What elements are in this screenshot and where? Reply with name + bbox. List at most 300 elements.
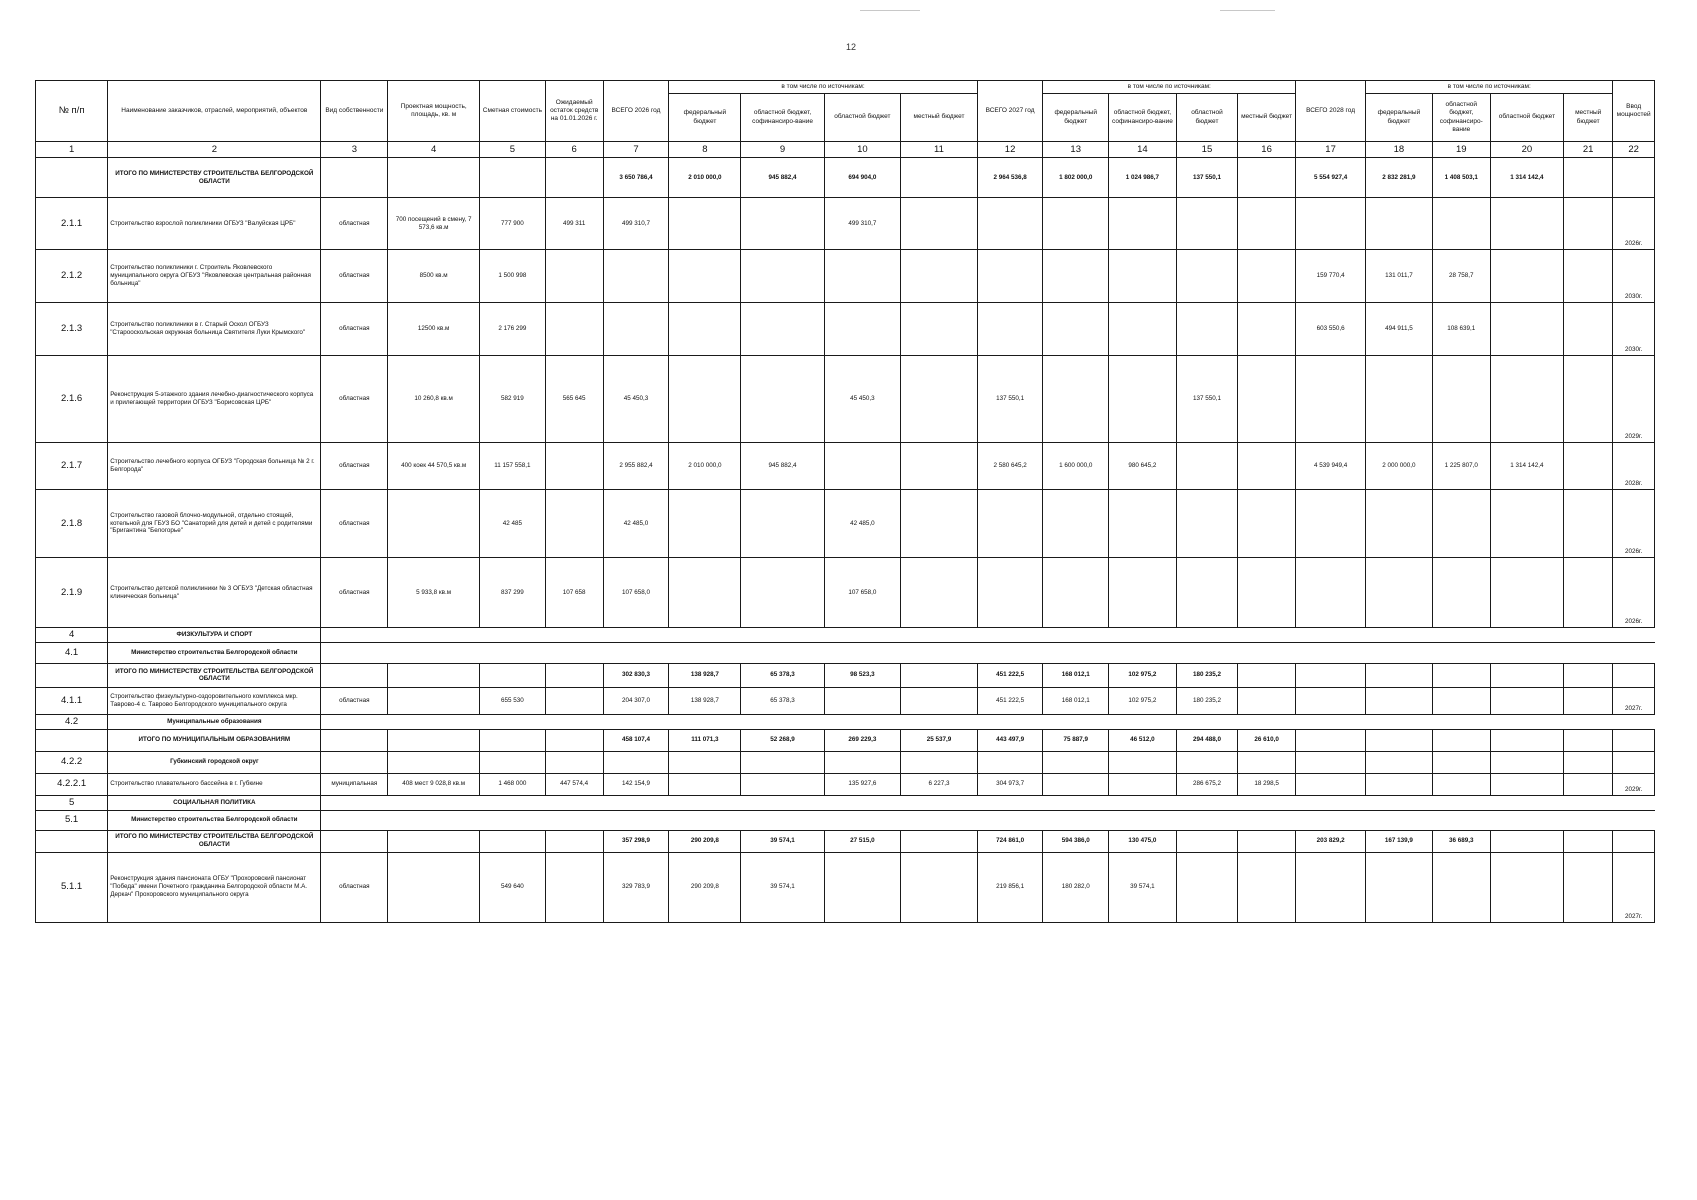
amount-r28 bbox=[1490, 303, 1563, 356]
amount-f28 bbox=[1366, 751, 1433, 773]
amount-t27: 219 856,1 bbox=[977, 852, 1043, 922]
amount-l26 bbox=[901, 158, 978, 198]
amount-r26: 694 904,0 bbox=[824, 158, 901, 198]
header-cofin-2026: областной бюджет, софинансиро-вание bbox=[741, 94, 824, 142]
amount-c26 bbox=[741, 558, 824, 628]
amount-l26: 25 537,9 bbox=[901, 729, 978, 751]
column-number: 7 bbox=[603, 142, 669, 158]
amount-r27 bbox=[1176, 303, 1237, 356]
amount-f26 bbox=[669, 303, 741, 356]
amount-f26 bbox=[669, 356, 741, 443]
amount-l28 bbox=[1564, 490, 1613, 558]
amount-r28 bbox=[1490, 250, 1563, 303]
remainder-cell bbox=[545, 852, 603, 922]
amount-f27 bbox=[1043, 773, 1109, 795]
column-number: 12 bbox=[977, 142, 1043, 158]
amount-f26: 2 010 000,0 bbox=[669, 443, 741, 490]
amount-r26 bbox=[824, 443, 901, 490]
ownership-cell: областная bbox=[321, 443, 388, 490]
remainder-cell bbox=[545, 158, 603, 198]
amount-f28 bbox=[1366, 490, 1433, 558]
column-number: 1 bbox=[36, 142, 108, 158]
row-number bbox=[36, 158, 108, 198]
scan-artifact bbox=[860, 10, 920, 11]
amount-t28: 5 554 927,4 bbox=[1296, 158, 1366, 198]
amount-l28 bbox=[1564, 773, 1613, 795]
column-number: 11 bbox=[901, 142, 978, 158]
amount-l26 bbox=[901, 687, 978, 714]
section-row bbox=[36, 795, 1655, 810]
amount-f27: 1 802 000,0 bbox=[1043, 158, 1109, 198]
amount-f26: 138 928,7 bbox=[669, 687, 741, 714]
ownership-cell bbox=[321, 751, 388, 773]
section-title: ФИЗКУЛЬТУРА И СПОРТ bbox=[108, 628, 321, 643]
row-number: 2.1.6 bbox=[36, 356, 108, 443]
amount-f26 bbox=[669, 250, 741, 303]
cost-cell: 11 157 558,1 bbox=[480, 443, 546, 490]
capacity-cell: 408 мест 9 028,8 кв.м bbox=[388, 773, 480, 795]
table-row bbox=[36, 303, 1655, 356]
amount-t26: 499 310,7 bbox=[603, 198, 669, 250]
remainder-cell bbox=[545, 443, 603, 490]
remainder-cell: 447 574,4 bbox=[545, 773, 603, 795]
amount-t27: 2 580 645,2 bbox=[977, 443, 1043, 490]
amount-l26 bbox=[901, 303, 978, 356]
amount-r28 bbox=[1490, 558, 1563, 628]
amount-l26 bbox=[901, 663, 978, 687]
amount-t26: 329 783,9 bbox=[603, 852, 669, 922]
column-number: 3 bbox=[321, 142, 388, 158]
capacity-cell bbox=[388, 830, 480, 852]
column-number: 2 bbox=[108, 142, 321, 158]
amount-t27: 451 222,5 bbox=[977, 663, 1043, 687]
remainder-cell bbox=[545, 751, 603, 773]
amount-c28: 108 639,1 bbox=[1432, 303, 1490, 356]
table-row bbox=[36, 490, 1655, 558]
amount-c28: 1 225 807,0 bbox=[1432, 443, 1490, 490]
amount-f28: 494 911,5 bbox=[1366, 303, 1433, 356]
amount-t27 bbox=[977, 558, 1043, 628]
amount-t28 bbox=[1296, 198, 1366, 250]
column-number: 8 bbox=[669, 142, 741, 158]
cost-cell: 1 500 998 bbox=[480, 250, 546, 303]
amount-f26: 111 071,3 bbox=[669, 729, 741, 751]
row-filler bbox=[321, 795, 1655, 810]
amount-r27 bbox=[1176, 751, 1237, 773]
amount-r27 bbox=[1176, 198, 1237, 250]
row-number: 4.1 bbox=[36, 642, 108, 663]
amount-r26: 107 658,0 bbox=[824, 558, 901, 628]
amount-f27 bbox=[1043, 490, 1109, 558]
row-number: 5 bbox=[36, 795, 108, 810]
ownership-cell bbox=[321, 729, 388, 751]
remainder-cell bbox=[545, 729, 603, 751]
amount-c26 bbox=[741, 751, 824, 773]
amount-t28 bbox=[1296, 751, 1366, 773]
object-name: Строительство взрослой поликлиники ОГБУЗ "Валуйская ЦРБ" bbox=[108, 198, 321, 250]
column-number: 18 bbox=[1366, 142, 1433, 158]
amount-l27 bbox=[1238, 663, 1296, 687]
amount-c27 bbox=[1109, 303, 1177, 356]
amount-t27 bbox=[977, 490, 1043, 558]
header-cost: Сметная стоимость bbox=[480, 81, 546, 142]
table-row bbox=[36, 687, 1655, 714]
capacity-cell: 10 260,8 кв.м bbox=[388, 356, 480, 443]
row-filler bbox=[321, 628, 1655, 643]
cost-cell: 777 900 bbox=[480, 198, 546, 250]
amount-t27: 304 973,7 bbox=[977, 773, 1043, 795]
row-number: 4.2.2 bbox=[36, 751, 108, 773]
amount-r28 bbox=[1490, 490, 1563, 558]
remainder-cell bbox=[545, 663, 603, 687]
investment-table bbox=[35, 80, 1655, 923]
amount-t28: 203 829,2 bbox=[1296, 830, 1366, 852]
amount-f28 bbox=[1366, 852, 1433, 922]
object-name: Строительство поликлиники г. Строитель Яковлевского муниципального округа ОГБУЗ "Яковлевская центральная районная больница" bbox=[108, 250, 321, 303]
amount-t26: 357 298,9 bbox=[603, 830, 669, 852]
amount-f28 bbox=[1366, 687, 1433, 714]
amount-c27: 980 645,2 bbox=[1109, 443, 1177, 490]
amount-c27: 39 574,1 bbox=[1109, 852, 1177, 922]
amount-r27 bbox=[1176, 490, 1237, 558]
amount-l27 bbox=[1238, 158, 1296, 198]
header-regional-2027: областной бюджет bbox=[1176, 94, 1237, 142]
amount-c26: 945 882,4 bbox=[741, 443, 824, 490]
amount-c27 bbox=[1109, 558, 1177, 628]
amount-r27 bbox=[1176, 250, 1237, 303]
amount-c27 bbox=[1109, 490, 1177, 558]
amount-c28 bbox=[1432, 852, 1490, 922]
amount-l28 bbox=[1564, 443, 1613, 490]
column-number-row bbox=[36, 142, 1655, 158]
cost-cell bbox=[480, 729, 546, 751]
amount-f28: 167 139,9 bbox=[1366, 830, 1433, 852]
amount-r28 bbox=[1490, 773, 1563, 795]
object-name: Губкинский городской округ bbox=[108, 751, 321, 773]
cost-cell: 837 299 bbox=[480, 558, 546, 628]
amount-t28 bbox=[1296, 729, 1366, 751]
amount-r28 bbox=[1490, 687, 1563, 714]
amount-c27 bbox=[1109, 773, 1177, 795]
amount-c28 bbox=[1432, 687, 1490, 714]
remainder-cell: 499 311 bbox=[545, 198, 603, 250]
header-ownership: Вид собственности bbox=[321, 81, 388, 142]
amount-r28 bbox=[1490, 356, 1563, 443]
header-total-2027: ВСЕГО 2027 год bbox=[977, 81, 1043, 142]
amount-r28 bbox=[1490, 751, 1563, 773]
row-number: 4.2.2.1 bbox=[36, 773, 108, 795]
amount-t27 bbox=[977, 303, 1043, 356]
table-row bbox=[36, 773, 1655, 795]
commission-year: 2027г. bbox=[1613, 852, 1655, 922]
commission-year: 2026г. bbox=[1613, 198, 1655, 250]
header-local-2027: местный бюджет bbox=[1238, 94, 1296, 142]
amount-l27 bbox=[1238, 830, 1296, 852]
object-name: Реконструкция 5-этажного здания лечебно-диагностического корпуса и прилегающей территории ОГБУЗ "Борисовская ЦРБ" bbox=[108, 356, 321, 443]
column-number: 4 bbox=[388, 142, 480, 158]
capacity-cell bbox=[388, 687, 480, 714]
amount-l28 bbox=[1564, 158, 1613, 198]
remainder-cell bbox=[545, 303, 603, 356]
row-number: 5.1.1 bbox=[36, 852, 108, 922]
row-number: 2.1.7 bbox=[36, 443, 108, 490]
total-row bbox=[36, 158, 1655, 198]
column-number: 9 bbox=[741, 142, 824, 158]
amount-c26 bbox=[741, 773, 824, 795]
row-number: 2.1.1 bbox=[36, 198, 108, 250]
remainder-cell bbox=[545, 830, 603, 852]
ownership-cell: областная bbox=[321, 852, 388, 922]
amount-t26: 204 307,0 bbox=[603, 687, 669, 714]
amount-t26: 2 955 882,4 bbox=[603, 443, 669, 490]
capacity-cell bbox=[388, 663, 480, 687]
amount-c27: 1 024 986,7 bbox=[1109, 158, 1177, 198]
row-number bbox=[36, 830, 108, 852]
commission-year bbox=[1613, 751, 1655, 773]
amount-l27 bbox=[1238, 490, 1296, 558]
remainder-cell bbox=[545, 687, 603, 714]
table-row bbox=[36, 250, 1655, 303]
amount-c27 bbox=[1109, 198, 1177, 250]
row-number: 2.1.2 bbox=[36, 250, 108, 303]
amount-c26 bbox=[741, 250, 824, 303]
amount-r28 bbox=[1490, 852, 1563, 922]
ownership-cell: областная bbox=[321, 198, 388, 250]
amount-t27: 451 222,5 bbox=[977, 687, 1043, 714]
header-sources-2028: в том числе по источникам: bbox=[1366, 81, 1613, 94]
object-name: Строительство поликлиники в г. Старый Оскол ОГБУЗ "Старооскольская окружная больница Святителя Луки Крымского" bbox=[108, 303, 321, 356]
amount-l28 bbox=[1564, 198, 1613, 250]
page-number: 12 bbox=[846, 42, 857, 52]
cost-cell bbox=[480, 830, 546, 852]
amount-c27 bbox=[1109, 250, 1177, 303]
amount-t28 bbox=[1296, 687, 1366, 714]
amount-l26: 6 227,3 bbox=[901, 773, 978, 795]
amount-f26: 2 010 000,0 bbox=[669, 158, 741, 198]
amount-t26: 142 154,9 bbox=[603, 773, 669, 795]
table-row bbox=[36, 198, 1655, 250]
amount-l28 bbox=[1564, 663, 1613, 687]
column-number: 5 bbox=[480, 142, 546, 158]
amount-l27 bbox=[1238, 751, 1296, 773]
amount-r26: 135 927,6 bbox=[824, 773, 901, 795]
commission-year bbox=[1613, 663, 1655, 687]
cost-cell: 42 485 bbox=[480, 490, 546, 558]
amount-r28 bbox=[1490, 729, 1563, 751]
header-name: Наименование заказчиков, отраслей, мероприятий, объектов bbox=[108, 81, 321, 142]
amount-c27: 130 475,0 bbox=[1109, 830, 1177, 852]
amount-f27 bbox=[1043, 198, 1109, 250]
amount-l27: 18 298,5 bbox=[1238, 773, 1296, 795]
ownership-cell: областная bbox=[321, 558, 388, 628]
column-number: 13 bbox=[1043, 142, 1109, 158]
object-name: Строительство лечебного корпуса ОГБУЗ "Городская больница № 2 г. Белгорода" bbox=[108, 443, 321, 490]
cost-cell: 1 468 000 bbox=[480, 773, 546, 795]
amount-c28 bbox=[1432, 729, 1490, 751]
amount-l27: 26 610,0 bbox=[1238, 729, 1296, 751]
amount-c28 bbox=[1432, 663, 1490, 687]
amount-r26: 45 450,3 bbox=[824, 356, 901, 443]
amount-t26: 3 650 786,4 bbox=[603, 158, 669, 198]
amount-t28 bbox=[1296, 558, 1366, 628]
amount-l28 bbox=[1564, 303, 1613, 356]
amount-t28 bbox=[1296, 356, 1366, 443]
amount-r26: 269 229,3 bbox=[824, 729, 901, 751]
commission-year bbox=[1613, 729, 1655, 751]
amount-c27: 102 975,2 bbox=[1109, 663, 1177, 687]
column-number: 20 bbox=[1490, 142, 1563, 158]
header-cofin-2028: областной бюджет, софинансиро-вание bbox=[1432, 94, 1490, 142]
total-label: ИТОГО ПО МИНИСТЕРСТВУ СТРОИТЕЛЬСТВА БЕЛГОРОДСКОЙ ОБЛАСТИ bbox=[108, 663, 321, 687]
amount-r27: 180 235,2 bbox=[1176, 663, 1237, 687]
amount-l28 bbox=[1564, 729, 1613, 751]
amount-l27 bbox=[1238, 687, 1296, 714]
amount-c26 bbox=[741, 490, 824, 558]
amount-t26: 458 107,4 bbox=[603, 729, 669, 751]
amount-f27: 75 887,9 bbox=[1043, 729, 1109, 751]
amount-c27: 102 975,2 bbox=[1109, 687, 1177, 714]
amount-l27 bbox=[1238, 356, 1296, 443]
amount-f27: 168 012,1 bbox=[1043, 663, 1109, 687]
total-row bbox=[36, 729, 1655, 751]
amount-t28: 4 539 949,4 bbox=[1296, 443, 1366, 490]
amount-f26 bbox=[669, 198, 741, 250]
column-number: 15 bbox=[1176, 142, 1237, 158]
capacity-cell: 12500 кв.м bbox=[388, 303, 480, 356]
header-local-2028: местный бюджет bbox=[1564, 94, 1613, 142]
row-number bbox=[36, 729, 108, 751]
row-filler bbox=[321, 810, 1655, 830]
amount-t27 bbox=[977, 198, 1043, 250]
row-filler bbox=[321, 714, 1655, 729]
amount-c26: 39 574,1 bbox=[741, 830, 824, 852]
header-federal-2027: федеральный бюджет bbox=[1043, 94, 1109, 142]
amount-t28 bbox=[1296, 663, 1366, 687]
amount-r26 bbox=[824, 687, 901, 714]
amount-r26: 98 523,3 bbox=[824, 663, 901, 687]
capacity-cell: 400 коек 44 570,5 кв.м bbox=[388, 443, 480, 490]
amount-l26 bbox=[901, 852, 978, 922]
row-number: 4.1.1 bbox=[36, 687, 108, 714]
remainder-cell: 107 658 bbox=[545, 558, 603, 628]
ownership-cell: областная bbox=[321, 687, 388, 714]
capacity-cell bbox=[388, 490, 480, 558]
amount-f28: 2 832 281,9 bbox=[1366, 158, 1433, 198]
total-label: ИТОГО ПО МУНИЦИПАЛЬНЫМ ОБРАЗОВАНИЯМ bbox=[108, 729, 321, 751]
amount-r27: 137 550,1 bbox=[1176, 158, 1237, 198]
column-number: 6 bbox=[545, 142, 603, 158]
cost-cell: 582 919 bbox=[480, 356, 546, 443]
ownership-cell: областная bbox=[321, 356, 388, 443]
table-row bbox=[36, 558, 1655, 628]
row-number: 2.1.9 bbox=[36, 558, 108, 628]
section-title: СОЦИАЛЬНАЯ ПОЛИТИКА bbox=[108, 795, 321, 810]
amount-t27: 443 497,9 bbox=[977, 729, 1043, 751]
cost-cell bbox=[480, 158, 546, 198]
subsection-title: Министерство строительства Белгородской области bbox=[108, 810, 321, 830]
header-total-2026: ВСЕГО 2026 год bbox=[603, 81, 669, 142]
commission-year bbox=[1613, 158, 1655, 198]
amount-l27 bbox=[1238, 852, 1296, 922]
amount-c28: 36 689,3 bbox=[1432, 830, 1490, 852]
table-row bbox=[36, 356, 1655, 443]
amount-l28 bbox=[1564, 687, 1613, 714]
subsection-title: Муниципальные образования bbox=[108, 714, 321, 729]
ownership-cell bbox=[321, 158, 388, 198]
amount-r27: 294 488,0 bbox=[1176, 729, 1237, 751]
amount-c26 bbox=[741, 303, 824, 356]
amount-f27 bbox=[1043, 558, 1109, 628]
amount-r27: 180 235,2 bbox=[1176, 687, 1237, 714]
object-name: Строительство детской поликлиники № 3 ОГБУЗ "Детская областная клиническая больница" bbox=[108, 558, 321, 628]
amount-c28 bbox=[1432, 773, 1490, 795]
amount-f28 bbox=[1366, 356, 1433, 443]
amount-c28: 28 758,7 bbox=[1432, 250, 1490, 303]
amount-f26 bbox=[669, 751, 741, 773]
amount-l26 bbox=[901, 356, 978, 443]
subsection-row bbox=[36, 642, 1655, 663]
amount-f26: 290 209,8 bbox=[669, 830, 741, 852]
amount-l28 bbox=[1564, 830, 1613, 852]
amount-r26: 499 310,7 bbox=[824, 198, 901, 250]
amount-f28 bbox=[1366, 729, 1433, 751]
amount-f26: 290 209,8 bbox=[669, 852, 741, 922]
amount-c26: 65 378,3 bbox=[741, 687, 824, 714]
amount-f27: 168 012,1 bbox=[1043, 687, 1109, 714]
amount-f27: 180 282,0 bbox=[1043, 852, 1109, 922]
capacity-cell bbox=[388, 751, 480, 773]
remainder-cell bbox=[545, 490, 603, 558]
header-sources-2026: в том числе по источникам: bbox=[669, 81, 977, 94]
remainder-cell bbox=[545, 250, 603, 303]
amount-l28 bbox=[1564, 852, 1613, 922]
header-local-2026: местный бюджет bbox=[901, 94, 978, 142]
subsection-row bbox=[36, 714, 1655, 729]
commission-year: 2028г. bbox=[1613, 443, 1655, 490]
amount-r27 bbox=[1176, 443, 1237, 490]
header-no: № п/п bbox=[36, 81, 108, 142]
amount-l26 bbox=[901, 443, 978, 490]
amount-c27 bbox=[1109, 356, 1177, 443]
amount-l28 bbox=[1564, 751, 1613, 773]
ownership-cell: муниципальная bbox=[321, 773, 388, 795]
amount-f27 bbox=[1043, 356, 1109, 443]
amount-t26 bbox=[603, 303, 669, 356]
header-row-sources bbox=[36, 81, 1655, 94]
total-row bbox=[36, 663, 1655, 687]
row-number bbox=[36, 663, 108, 687]
amount-f28: 2 000 000,0 bbox=[1366, 443, 1433, 490]
scan-artifact bbox=[1220, 10, 1275, 11]
commission-year: 2030г. bbox=[1613, 250, 1655, 303]
capacity-cell bbox=[388, 852, 480, 922]
amount-c27: 46 512,0 bbox=[1109, 729, 1177, 751]
amount-l28 bbox=[1564, 558, 1613, 628]
amount-t28 bbox=[1296, 773, 1366, 795]
amount-r26 bbox=[824, 751, 901, 773]
amount-c28 bbox=[1432, 356, 1490, 443]
total-label: ИТОГО ПО МИНИСТЕРСТВУ СТРОИТЕЛЬСТВА БЕЛГОРОДСКОЙ ОБЛАСТИ bbox=[108, 830, 321, 852]
ownership-cell: областная bbox=[321, 303, 388, 356]
cost-cell: 2 176 299 bbox=[480, 303, 546, 356]
row-number: 2.1.3 bbox=[36, 303, 108, 356]
amount-f26 bbox=[669, 773, 741, 795]
object-name: Строительство газовой блочно-модульной, отдельно стоящей, котельной для ГБУЗ БО "Санаторий для детей и детей с родителями "Бригантина "Белогорье" bbox=[108, 490, 321, 558]
amount-r28 bbox=[1490, 663, 1563, 687]
column-number: 10 bbox=[824, 142, 901, 158]
amount-t28: 603 550,6 bbox=[1296, 303, 1366, 356]
header-regional-2028: областной бюджет bbox=[1490, 94, 1563, 142]
